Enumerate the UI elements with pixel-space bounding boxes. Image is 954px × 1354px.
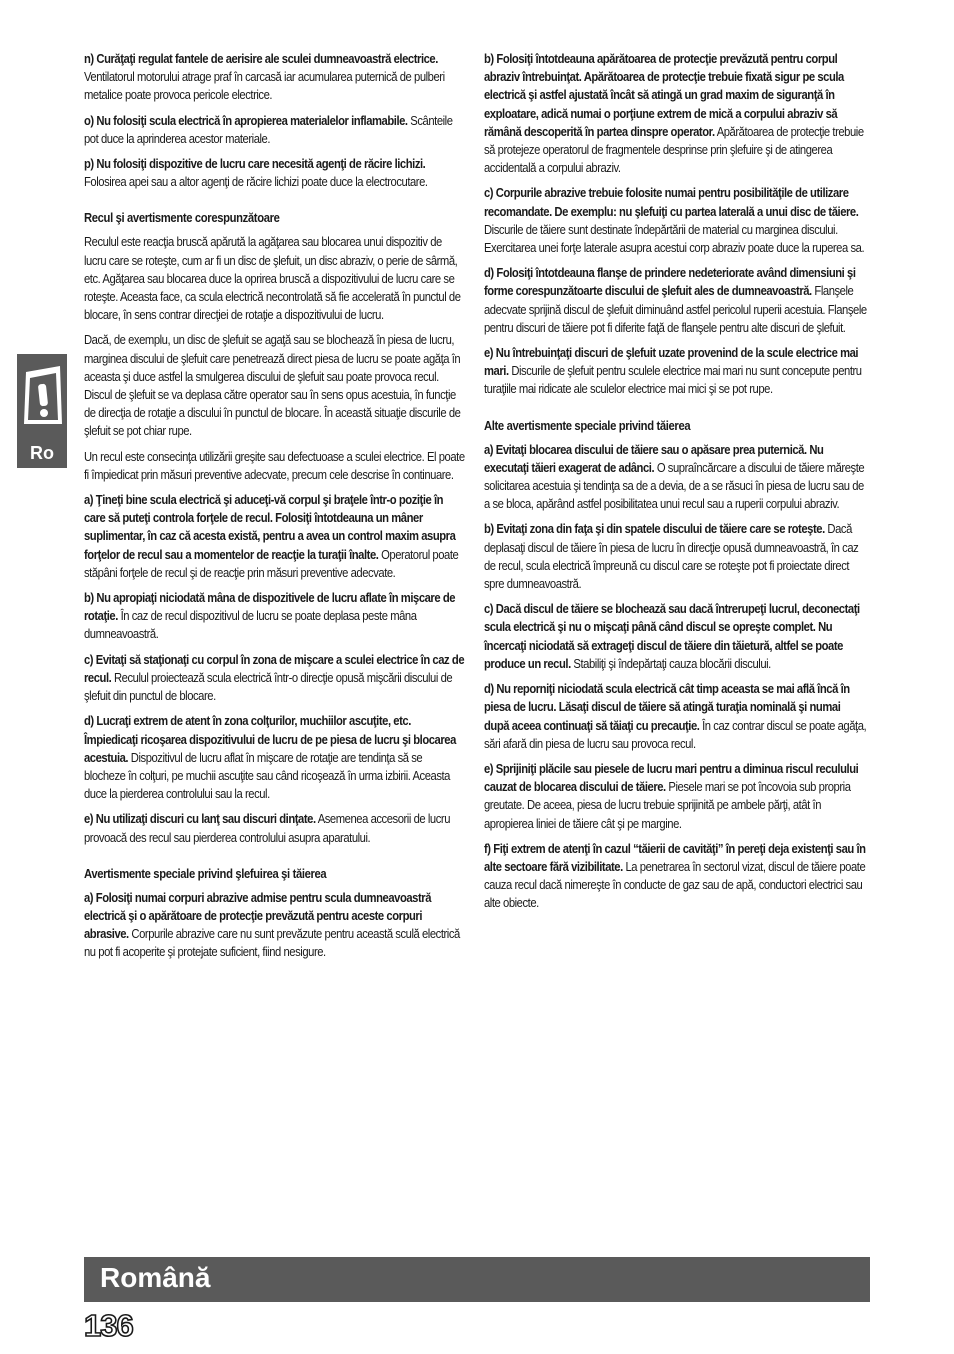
taiere-item-f: f) Fiţi extrem de atenţi în cazul “tăierii de cavităţi” în pereţi deja existenţi sau în alte sectoare fără vizibilitate. La penetrarea în sectorul vizat, discul de tăiere poate cauza recul dacă nimereşte în conducte de gaz sau de apă, conductori electrici sau alte obiecte. xyxy=(484,841,866,911)
recul-item-c: c) Evitaţi să staţionaţi cu corpul în zona de mişcare a sculei electrice în caz de recul. Reculul proiectează scula electrică într-o direcţie opusă mişcării discului de şlefuit din punctul de blocare. xyxy=(84,652,465,704)
recul-paragraph-1: Reculul este reacţia bruscă apărută la agăţarea sau blocarea unui dispozitiv de lucru care se roteşte, cum ar fi un disc de şlefuit, un disc abraziv, o perie de sârmă, etc. Agăţarea sau blocarea duce la oprirea bruscă a dispozitivului de lucru care se roteşte. Aceasta face, ca scula electrică necontrolată să fie accelerată în punctul de blocare, în sens contrar direcţiei de rotaţie a dispozitivului de lucru. xyxy=(84,235,461,323)
taiere-item-c: c) Dacă discul de tăiere se blochează sau dacă întrerupeţi lucrul, deconectaţi scula electrică şi nu o mişcaţi până când discul se opreşte complet. Nu încercaţi niciodată să extrageţi discul de tăiere din tăietură, altfel se poate produce un recul. Stabiliţi şi îndepărtaţi cauza blocării discului. xyxy=(484,602,860,671)
warning-triangle-icon xyxy=(20,364,64,428)
slefuire-item-d: d) Folosiţi întotdeauna flanşe de prindere nedeteriorate având dimensiuni şi forme corespunzătoarte discului de şlefuit ales de dumneavoastră. Flanşele adecvate sprijină discul de şlefuit diminuând astfel pericolul ruperii acestuia. Flanşele pentru discuri de tăiere pot fi diferite faţă de flanşele pentru alte discuri de şlefuit. xyxy=(484,266,867,335)
slefuire-item-e: e) Nu întrebuinţaţi discuri de şlefuit uzate provenind de la scule electrice mai mari. Discurile de şlefuit pentru sculele electrice mai mari nu sunt concepute pentru turaţiile mai ridicate ale sculelor electrice mai mici şi se pot rupe. xyxy=(484,346,862,397)
heading-taiere: Alte avertismente speciale privind tăierea xyxy=(484,418,691,433)
left-column xyxy=(84,50,466,969)
right-column xyxy=(484,50,868,920)
slefuire-item-b: b) Folosiţi întotdeauna apărătoarea de protecţie prevăzută pentru corpul abraziv întrebuinţat. Apărătoarea de protecţie trebuie fixată sigur pe scula electrică şi astfel ajustată încât să atingă un grad maxim de siguranţă în exploatare, adică numai o porţiune extrem de mică a corpului abraziv să rămână descoperită în partea dinspre operator. Apărătoarea de protecţie trebuie să protejeze operatorul de fragmentele desprinse prin şlefuire şi de atingerea accidentală a corpului abraziv. xyxy=(484,52,864,176)
heading-slefuire: Avertismente speciale privind şlefuirea şi tăierea xyxy=(84,866,327,881)
taiere-item-e: e) Sprijiniţi plăcile sau piesele de lucru mari pentru a diminua riscul reculului cauzat de blocarea discului de tăiere. Piesele mari se pot încovoia sub propria greutate. De aceea, piesa de lucru trebuie sprijinită pe ambele părţi, atât în apropierea liniei de tăiere cât şi pe margine. xyxy=(484,761,859,831)
footer-language-bar xyxy=(84,1257,870,1302)
recul-item-d: d) Lucraţi extrem de atent în zona colţurilor, muchiilor ascuţite, etc. Împiedicaţi ricoşarea dispozitivului de lucru de pe piesa de lucru şi blocarea acestuia. Dispozitivul de lucru aflat în mişcare de rotaţie are tendinţa să se blocheze în colţuri, pe muchii ascuţite sau când ricoşează în urma izbirii. Aceasta duce la pierderea controlului sau la recul. xyxy=(84,714,456,802)
slefuire-item-c: c) Corpurile abrazive trebuie folosite numai pentru posibilităţile de utilizare recomandate. De exemplu: nu şlefuiţi cu partea laterală a unui disc de tăiere. Discurile de tăiere sunt destinate îndepărtării de material cu marginea discului. Exercitarea unei forţe laterale asupra acestui corp abraziv poate duce la ruperea sa. xyxy=(484,186,865,256)
recul-item-b: b) Nu apropiaţi niciodată mâna de dispozitivele de lucru aflate în mişcare de rotaţie. În caz de recul dispozitivul de lucru se poate deplasa peste mâna dumneavoastră. xyxy=(84,591,456,642)
page-number: 136 xyxy=(84,1308,133,1343)
slefuire-item-a: a) Folosiţi numai corpuri abrazive admise pentru scula dumneavoastră electrică şi o apărătoare de protecţie prevăzută pentru aceste corpuri abrasive. Corpurile abrazive care nu sunt prevăzute pentru această sculă electrică nu pot fi acoperite şi protejate suficient, fiind nesigure. xyxy=(84,890,460,960)
language-label: Ro xyxy=(30,443,54,463)
recul-paragraph-2: Dacă, de exemplu, un disc de şlefuit se agaţă sau se blochează în piesa de lucru, marginea discului de şlefuit care penetrează direct piesa de lucru se poate agăţa în aceasta şi duce astfel la smulgerea discului de şlefuit sau poate provoca recul. Discul de şlefuit se va deplasa către operator sau în sens opus acestuia, în funcţie de direcţia de rotaţie a discului în punctul de blocare. În această situaţie discurile de şlefuit se pot chiar rupe. xyxy=(84,333,461,439)
footer-title: Română xyxy=(100,1262,211,1293)
item-n: n) Curăţaţi regulat fantele de aerisire ale sculei dumneavoastră electrice. Ventilatorul motorului atrage praf în carcasă iar acumularea puternică de pulberi metalice poate provoca pericole electrice. xyxy=(84,52,445,103)
taiere-item-b: b) Evitaţi zona din faţa şi din spatele discului de tăiere care se roteşte. Dacă deplasaţi discul de tăiere în piesa de lucru în direcţie opusă dumneavoastră, în caz de recul, scula electrică împreună cu discul care se roteşte pot fi proiectate direct spre dumneavoastră. xyxy=(484,522,859,592)
recul-paragraph-3: Un recul este consecinţa utilizării greşite sau defectuoase a sculei electrice. El poate fi împiedicat prin măsuri preventive adecvate, precum cele descrise în continuare. xyxy=(84,449,465,482)
recul-item-a: a) Ţineţi bine scula electrică şi aduceţi-vă corpul şi braţele într-o poziţie în care să puteţi controla forţele de recul. Folosiţi întotdeauna un mâner suplimentar, în caz că acesta există, pentru a avea un control maxim asupra forţelor de recul sau a momentelor de reacţie la turaţii înalte. Operatorul poate stăpâni forţele de recul şi de reacţie prin măsuri preventive adecvate. xyxy=(84,493,459,580)
item-p: p) Nu folosiţi dispozitive de lucru care necesită agenţi de răcire lichizi. Folosirea apei sau a altor agenţi de răcire lichizi poate duce la electrocutare. xyxy=(84,157,428,190)
item-o: o) Nu folosiţi scula electrică în apropierea materialelor inflamabile. Scânteile pot duce la aprinderea acestor materiale. xyxy=(84,113,453,146)
heading-recul: Recul şi avertismente corespunzătoare xyxy=(84,211,280,226)
taiere-item-a: a) Evitaţi blocarea discului de tăiere sau o apăsare prea puternică. Nu executaţi tăieri exagerat de adânci. O supraîncărcare a discului de tăiere măreşte solicitarea acestuia şi tendinţa sa de a devia, de a se răsuci în piesa de lucru sau de a se bloca, apărând astfel posibilitatea unui recul sau a ruperii corpului abraziv. xyxy=(484,442,865,512)
warning-side-tab xyxy=(17,354,67,468)
recul-item-e: e) Nu utilizaţi discuri cu lanţ sau discuri dinţate. Asemenea accesorii de lucru provoacă des recul sau pierderea controlului asupra aparatului. xyxy=(84,812,451,845)
taiere-item-d: d) Nu reporniţi niciodată scula electrică cât timp aceasta se mai află încă în piesa de lucru. Lăsaţi discul de tăiere să atingă turaţia nominală şi numai după aceea continuaţi să tăiaţi cu precauţie. În caz contrar discul se poate agăţa, sări afară din piesa de lucru sau provoca recul. xyxy=(484,682,867,751)
